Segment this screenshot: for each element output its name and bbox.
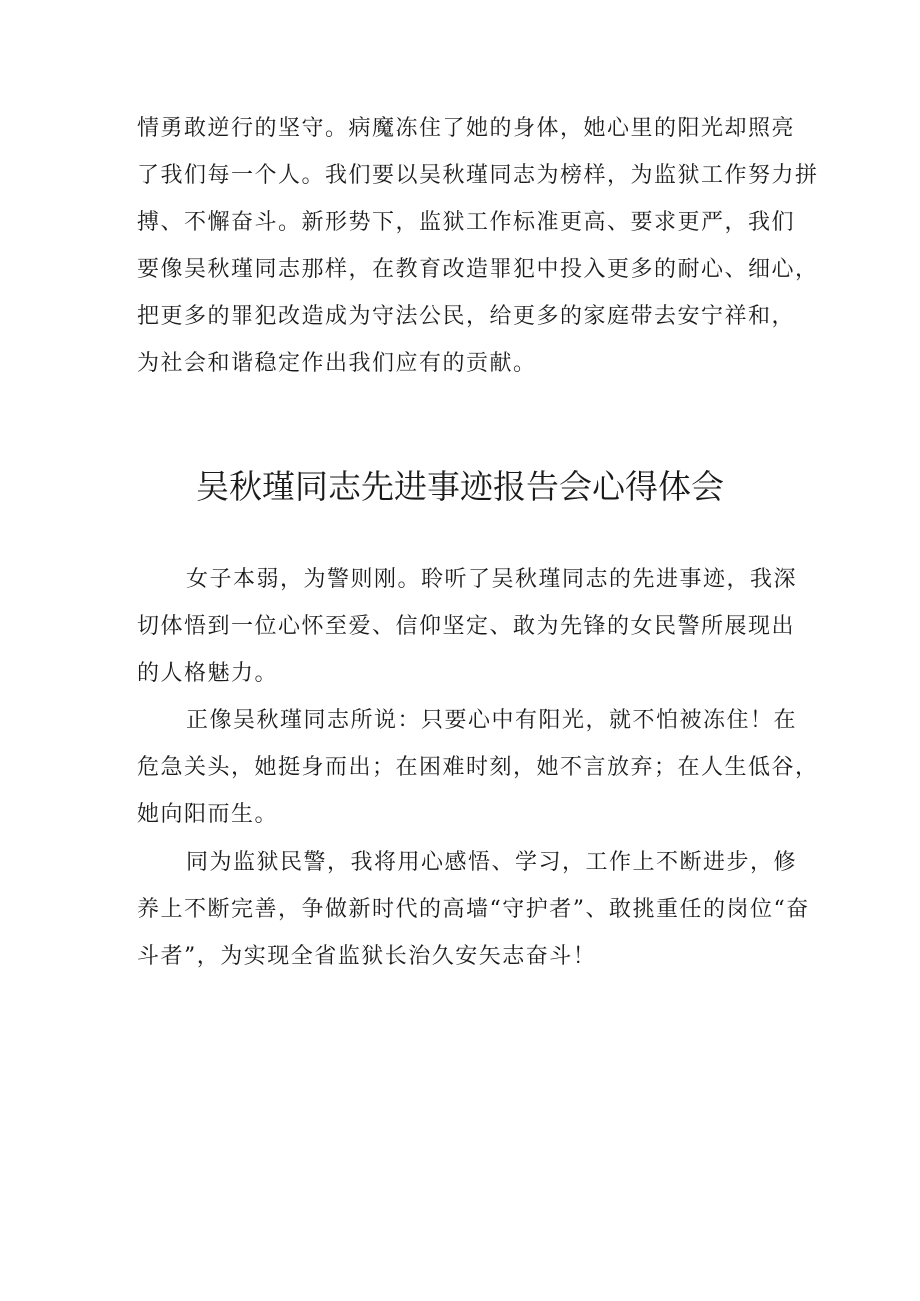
paragraph-line: 同为监狱民警，我将用心感悟、学习，工作上不断进步，修 — [186, 850, 798, 875]
paragraph-line: 的人格魅力。 — [137, 661, 279, 686]
paragraph-line: 斗者”，为实现全省监狱长治久安矢志奋斗！ — [137, 944, 597, 969]
paragraph-line: 为社会和谐稳定作出我们应有的贡献。 — [137, 351, 537, 376]
paragraph-line: 切体悟到一位心怀至爱、信仰坚定、敢为先锋的女民警所展现出 — [137, 614, 796, 639]
paragraph-line: 危急关头，她挺身而出；在困难时刻，她不言放弃；在人生低谷， — [137, 755, 819, 780]
paragraph-line: 把更多的罪犯改造成为守法公民，给更多的家庭带去安宁祥和， — [137, 304, 796, 329]
paragraph-line: 搏、不懈奋斗。新形势下，监狱工作标准更高、要求更严，我们 — [137, 210, 796, 235]
paragraph-line: 要像吴秋瑾同志那样，在教育改造罪犯中投入更多的耐心、细心， — [137, 257, 819, 282]
paragraph-line: 正像吴秋瑾同志所说：只要心中有阳光，就不怕被冻住！在 — [186, 708, 798, 733]
paragraph-line: 养上不断完善，争做新时代的高墙“守护者”、敢挑重任的岗位“奋 — [137, 897, 810, 922]
document-title: 吴秋瑾同志先进事迹报告会心得体会 — [196, 467, 724, 506]
paragraph-line: 她向阳而生。 — [137, 802, 279, 827]
paragraph-line: 女子本弱，为警则刚。聆听了吴秋瑾同志的先进事迹，我深 — [186, 567, 798, 592]
paragraph-line: 了我们每一个人。我们要以吴秋瑾同志为榜样，为监狱工作努力拼 — [137, 163, 819, 188]
paragraph-line: 情勇敢逆行的坚守。病魔冻住了她的身体，她心里的阳光却照亮 — [137, 116, 796, 141]
